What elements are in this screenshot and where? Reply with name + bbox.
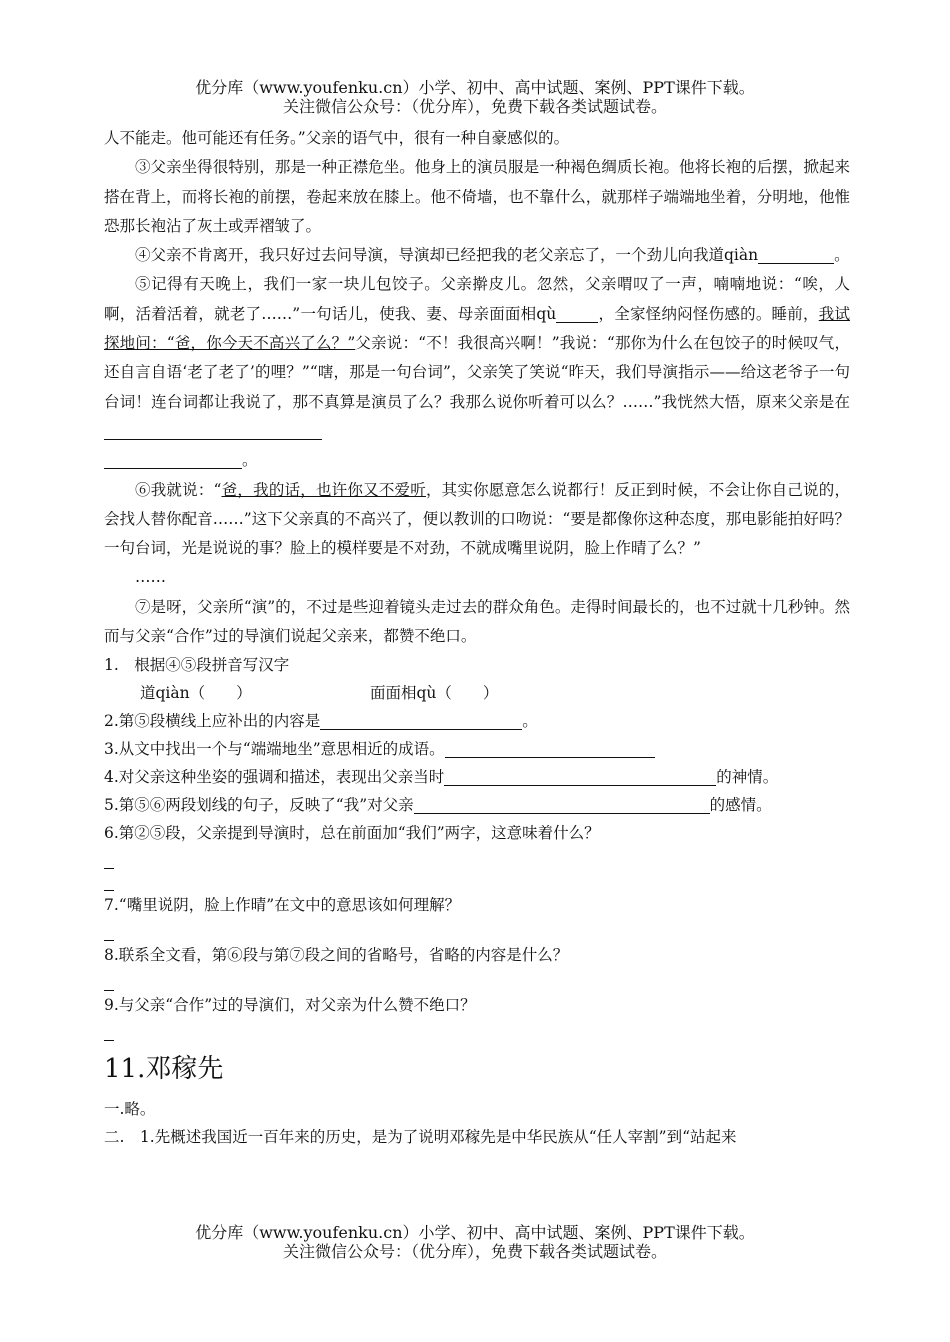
- question-5-blank[interactable]: [414, 796, 710, 814]
- footer-line-1: 优分库（www.youfenku.cn）小学、初中、高中试题、案例、PPT课件下载。: [195, 1223, 755, 1242]
- question-1: 1. 根据④⑤段拼音写汉字: [104, 656, 290, 675]
- paragraph-5-part-c: 父亲说：“不！我很高兴啊！”我说：“那你为什么在包饺子的时候叹气，还自言自语‘老了老了’的哩？”“嗐，那是一句台词”，父亲笑了笑说“昨天，我们导演指示——给这老爷子一句台词！连台词都让我说了，那不真算是演员了么？我那么说你听着可以么？……”我恍然大悟，原来父亲是在: [104, 334, 850, 411]
- footer-line-2: 关注微信公众号：（优分库），免费下载各类试题试卷。: [282, 1242, 667, 1261]
- question-4-end: 的神情。: [716, 768, 779, 787]
- paragraph-6: [104, 476, 850, 564]
- answer-blank-qian[interactable]: [758, 246, 834, 264]
- paragraph-continuation: 人不能走。他可能还有任务。”父亲的语气中，很有一种自豪感似的。: [104, 129, 570, 147]
- paragraph-4-text: ④父亲不肯离开，我只好过去问导演，导演却已经把我的老父亲忘了，一个劲儿向我道qiàn: [135, 246, 759, 265]
- question-5-text: 5.第⑤⑥两段划线的句子，反映了“我”对父亲: [104, 796, 414, 815]
- question-5: [104, 791, 850, 819]
- question-4-text: 4.对父亲这种坐姿的强调和描述，表现出父亲当时: [104, 768, 445, 787]
- section-item-1: 一.略。: [104, 1100, 156, 1119]
- answer-line[interactable]: [104, 919, 114, 941]
- paragraph-5-end: 。: [242, 451, 258, 470]
- paragraph-5-blank-line: [104, 446, 850, 475]
- section-item-2: 二. 1.先概述我国近一百年来的历史，是为了说明邓稼先是中华民族从“任人宰割”到“站起来: [104, 1128, 737, 1147]
- underlined-sentence-6: 爸，我的话，也许你又不爱听: [221, 480, 426, 499]
- question-2-blank[interactable]: [320, 712, 522, 730]
- page-header: [0, 78, 950, 116]
- question-6: 6.第②⑤段，父亲提到导演时，总在前面加“我们”两字，这意味着什么？: [104, 824, 600, 843]
- answer-blank-para5[interactable]: [104, 422, 322, 440]
- paragraph-4: [104, 241, 850, 270]
- section-title: 11.邓稼先: [104, 1054, 224, 1085]
- question-2: [104, 707, 850, 735]
- ellipsis-line: ……: [135, 568, 166, 587]
- paragraph-5: [104, 270, 850, 446]
- question-3: [104, 735, 850, 763]
- question-7: 7.“嘴里说阴，脸上作晴”在文中的意思该如何理解？: [104, 896, 461, 915]
- header-line-1: 优分库（www.youfenku.cn）小学、初中、高中试题、案例、PPT课件下载。: [195, 78, 755, 97]
- answer-line[interactable]: [104, 869, 114, 891]
- answer-line[interactable]: [104, 1019, 114, 1041]
- question-8: 8.联系全文看，第⑥段与第⑦段之间的省略号，省略的内容是什么？: [104, 946, 569, 965]
- paragraph-4-end: 。: [834, 246, 850, 265]
- question-4-blank[interactable]: [444, 768, 716, 786]
- answer-blank-para5-cont[interactable]: [104, 451, 242, 469]
- paragraph-3: ③父亲坐得很特别，那是一种正襟危坐。他身上的演员服是一种褐色绸质长袍。他将长袍的后摆，掀起来搭在背上，而将长袍的前摆，卷起来放在膝上。他不倚墙，也不靠什么，就那样子端端地坐着，分明地，他惟恐那长袍沾了灰土或弄褶皱了。: [104, 158, 850, 235]
- paragraph-6-part-b: ，其实你愿意怎么说都行！反正到时候，不会让你自己说的，会找人替你配音……”这下父亲真的不高兴了，便以教训的口吻说：“要是都像你这种态度，那电影能拍好吗？一句台词，光是说说的事？脸上的模样要是不对劲，不就成嘴里说阴，脸上作晴了么？”: [104, 480, 850, 558]
- paragraph-6-part-a: ⑥我就说：“: [135, 480, 222, 499]
- answer-line[interactable]: [104, 969, 114, 991]
- question-2-end: 。: [522, 712, 538, 731]
- underlined-sentence-5: 我试探地问：“爸，你今天不高兴了么？”: [104, 304, 850, 353]
- paragraph-5-part-a: ⑤记得有天晚上，我们一家一块儿包饺子。父亲擀皮儿。忽然，父亲喟叹了一声，喃喃地说：“唉，人啊，活着活着，就老了……”一句话儿，使我、妻、母亲面面相qù: [104, 275, 850, 323]
- header-line-2: 关注微信公众号：（优分库），免费下载各类试题试卷。: [282, 97, 667, 116]
- document-body: [104, 124, 850, 1151]
- page-footer: [0, 1223, 950, 1261]
- question-3-text: 3.从文中找出一个与“端端地坐”意思相近的成语。: [104, 740, 445, 759]
- question-2-text: 2.第⑤段横线上应补出的内容是: [104, 712, 321, 731]
- question-5-end: 的感情。: [709, 796, 772, 815]
- question-4: [104, 763, 850, 791]
- answer-line[interactable]: [104, 847, 114, 869]
- question-1-item-a: 道qiàn（ ）: [140, 684, 252, 703]
- paragraph-7: ⑦是呀，父亲所“演”的，不过是些迎着镜头走过去的群众角色。走得时间最长的，也不过就十几秒钟。然而与父亲“合作”过的导演们说起父亲来，都赞不绝口。: [104, 597, 850, 646]
- paragraph-5-part-b: ，全家怪纳闷怪伤感的。睡前，: [598, 304, 819, 323]
- question-1-item-b: 面面相qù（ ）: [370, 684, 499, 703]
- question-3-blank[interactable]: [445, 740, 655, 758]
- question-1-items: [104, 679, 850, 707]
- answer-blank-qu[interactable]: [556, 305, 598, 323]
- question-9: 9.与父亲“合作”过的导演们，对父亲为什么赞不绝口？: [104, 996, 476, 1015]
